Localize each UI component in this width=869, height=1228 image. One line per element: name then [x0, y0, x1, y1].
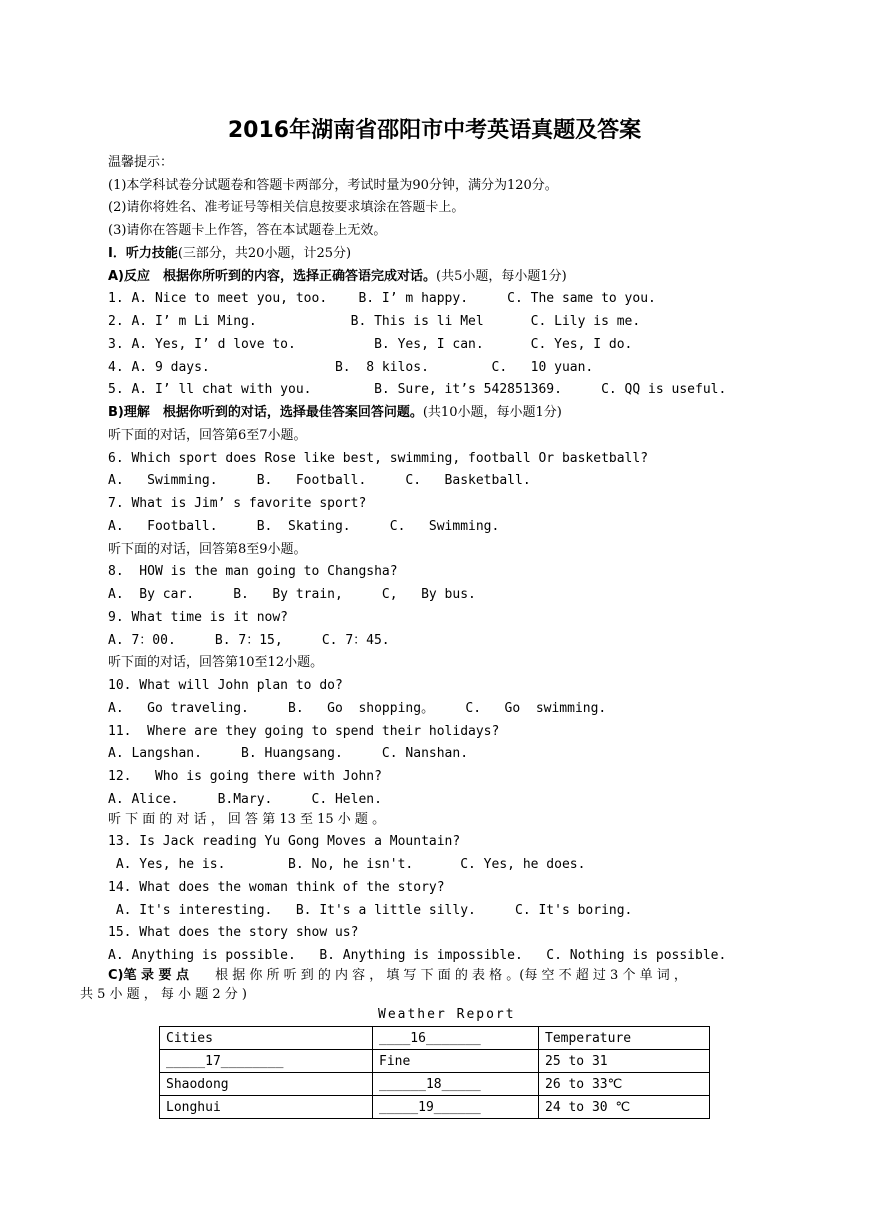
answer-options: A. Go traveling. B. Go shopping。 C. Go swimming.: [108, 701, 607, 716]
part-c-instruction: 根 据 你 所 听 到 的 内 容 ， 填 写 下 面 的 表 格 。(每 空 不 超 过 3 个 单 词 ，: [189, 968, 687, 983]
tips-heading: 温馨提示：: [108, 155, 174, 170]
answer-options: A. Alice. B.Mary. C. Helen.: [108, 792, 382, 807]
table-cell: _____19______: [373, 1096, 539, 1119]
table-cell: 26 to 33℃: [539, 1073, 710, 1096]
section-heading: [108, 245, 351, 263]
listening-instruction: 听下面的对话，回答第10至12小题。: [108, 655, 324, 670]
table-row: [160, 1027, 710, 1050]
answer-options: A. Football. B. Skating. C. Swimming.: [108, 519, 500, 534]
answer-options: A. By car. B. By train, C, By bus.: [108, 587, 476, 602]
table-cell: ____16_______: [373, 1027, 539, 1050]
listening-instruction: 听下面的对话，回答第8至9小题。: [108, 542, 307, 557]
tip-item: (1)本学科试卷分试题卷和答题卡两部分，考试时量为90分钟，满分为120分。: [108, 178, 558, 193]
table-row: [160, 1050, 710, 1073]
question-5: 5. A. I’ ll chat with you. B. Sure, it’s 542851369. C. QQ is useful.: [108, 382, 727, 397]
part-c-instruction-cont: 共 5 小 题 ， 每 小 题 2 分 ): [80, 987, 247, 1002]
question-4: 4. A. 9 days. B. 8 kilos. C. 10 yuan.: [108, 360, 594, 375]
weather-report-table: [159, 1026, 710, 1119]
answer-options: A. It's interesting. B. It's a little silly. C. It's boring.: [108, 903, 633, 918]
section-label: I．听力技能: [108, 246, 178, 261]
table-cell: Fine: [373, 1050, 539, 1073]
table-cell: 25 to 31: [539, 1050, 710, 1073]
table-cell: Shaodong: [160, 1073, 373, 1096]
part-b-label: B)理解 根据你听到的对话，选择最佳答案回答问题。: [108, 405, 423, 420]
question-11: 11. Where are they going to spend their holidays?: [108, 724, 500, 739]
table-row: [160, 1073, 710, 1096]
table-cell: Temperature: [539, 1027, 710, 1050]
table-cell: _____17________: [160, 1050, 373, 1073]
question-2: 2. A. I’ m Li Ming. B. This is li Mel C. Lily is me.: [108, 314, 641, 329]
question-9: 9. What time is it now?: [108, 610, 289, 625]
table-cell: Longhui: [160, 1096, 373, 1119]
part-b-note: (共10小题，每小题1分): [422, 405, 562, 420]
question-14: 14. What does the woman think of the story?: [108, 880, 445, 895]
answer-options: A. Swimming. B. Football. C. Basketball.: [108, 473, 531, 488]
table-row: [160, 1096, 710, 1119]
part-a-heading: [108, 268, 567, 286]
question-7: 7. What is Jim’ s favorite sport?: [108, 496, 367, 511]
question-10: 10. What will John plan to do?: [108, 678, 343, 693]
page-title: 2016年湖南省邵阳市中考英语真题及答案: [227, 118, 642, 143]
question-15: 15. What does the story show us?: [108, 925, 359, 940]
question-8: 8. HOW is the man going to Changsha?: [108, 564, 398, 579]
table-caption: Weather Report: [378, 1007, 516, 1022]
part-c-label: C)笔 录 要 点: [108, 968, 190, 983]
table-cell: Cities: [160, 1027, 373, 1050]
part-b-heading: [108, 404, 562, 422]
question-13: 13. Is Jack reading Yu Gong Moves a Mountain?: [108, 834, 461, 849]
question-3: 3. A. Yes, I’ d love to. B. Yes, I can. C. Yes, I do.: [108, 337, 633, 352]
question-12: 12. Who is going there with John?: [108, 769, 382, 784]
part-c-heading: [108, 967, 687, 985]
listening-instruction: 听 下 面 的 对 话 ， 回 答 第 13 至 15 小 题 。: [108, 812, 386, 827]
answer-options: A. 7：00. B. 7：15, C. 7：45.: [108, 633, 390, 648]
question-1: 1. A. Nice to meet you, too. B. I’ m happy. C. The same to you.: [108, 291, 656, 306]
part-a-note: (共5小题，每小题1分): [436, 269, 567, 284]
tip-item: (3)请你在答题卡上作答，答在本试题卷上无效。: [108, 223, 387, 238]
answer-options: A. Langshan. B. Huangsang. C. Nanshan.: [108, 746, 469, 761]
answer-options: A. Anything is possible. B. Anything is impossible. C. Nothing is possible.: [108, 948, 727, 963]
table-cell: ______18_____: [373, 1073, 539, 1096]
part-a-label: A)反应 根据你所听到的内容，选择正确答语完成对话。: [108, 269, 437, 284]
tip-item: (2)请你将姓名、准考证号等相关信息按要求填涂在答题卡上。: [108, 200, 465, 215]
table-cell: 24 to 30 ℃: [539, 1096, 710, 1119]
section-note: (三部分，共20小题，计25分): [177, 246, 352, 261]
question-6: 6. Which sport does Rose like best, swimming, football Or basketball?: [108, 451, 649, 466]
listening-instruction: 听下面的对话，回答第6至7小题。: [108, 428, 307, 443]
answer-options: A. Yes, he is. B. No, he isn't. C. Yes, he does.: [108, 857, 586, 872]
